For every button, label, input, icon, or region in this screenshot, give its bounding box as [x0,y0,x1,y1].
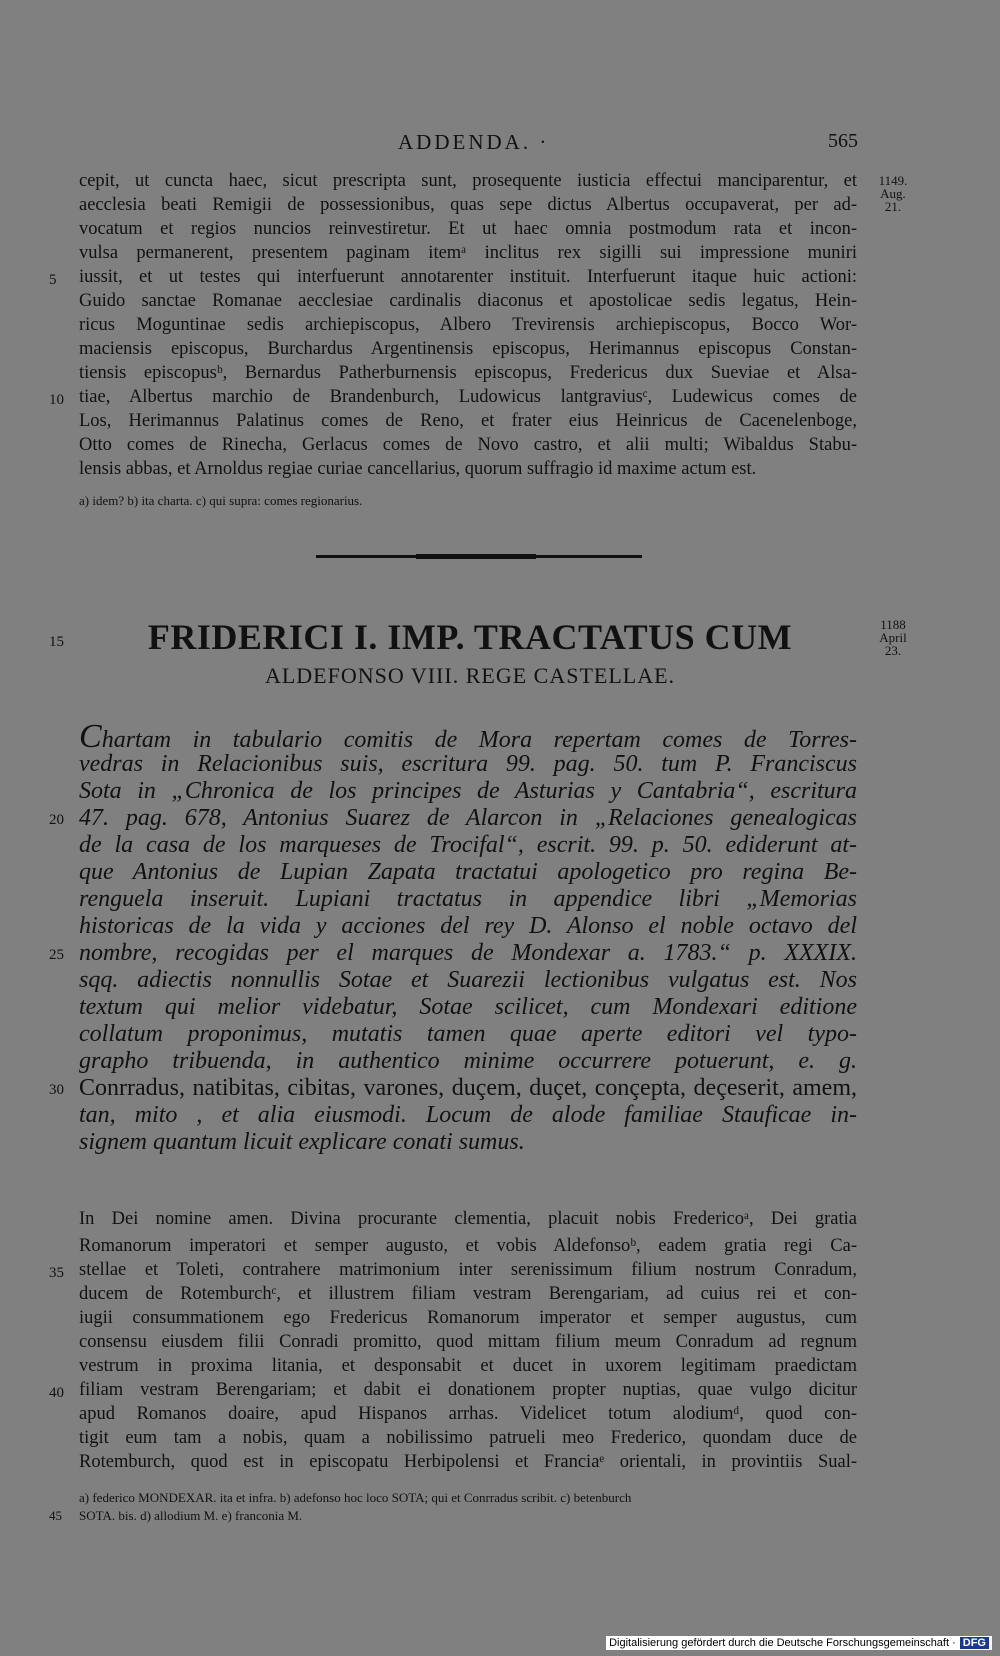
section-rule [316,555,642,558]
text-line: stellae et Toleti, contrahere matrimonium inter serenissimum filium nostrum Conradum, [79,1260,857,1280]
line-number: 35 [49,1265,64,1281]
text-line: maciensis episcopus, Burchardus Argentinensis episcopus, Herimannus episcopus Constan- [79,339,857,359]
margin-date: 1188 April 23. [879,617,907,658]
text-line: Guido sanctae Romanae aecclesiae cardinalis diaconus et apostolicae sedis legatus, Hein- [79,291,857,311]
text-line: ducem de Rotemburchᶜ, et illustrem filiam vestram Berengariam, ad cuius rei et con- [79,1284,857,1304]
footnotes-top: a) idem? b) ita charta. c) qui supra: comes regionarius. [79,493,363,508]
running-head [0,130,1000,156]
text-line: tigit eum tam a nobis, quam a nobilissimo patrueli meo Frederico, quondam duce de [79,1428,857,1448]
text-line: vulsa permanerent, presentem paginam itemᵃ inclitus rex sigilli sui impressione muniri [79,243,857,263]
text-line: grapho tribuenda, in authentico minime occurrere potuerunt, e. g. [79,1048,857,1074]
text-line: iussit, et ut testes qui interfuerunt annotarenter instituit. Interfuerunt itaque huic actioni: [79,267,857,287]
text-line: tan, mito , et alia eiusmodi. Locum de alode familiae Stauficae in- [79,1102,857,1128]
line-number: 25 [49,947,64,963]
footnote-line: SOTA. bis. d) allodium M. e) franconia M. [79,1508,303,1523]
text-line: Sota in „Chronica de los principes de Asturias y Cantabria“, escritura [79,778,857,804]
dfg-footer[interactable] [606,1636,992,1650]
text-line: de la casa de los marqueses de Trocifal“, escrit. 99. p. 50. ediderunt at- [79,832,857,858]
text-line: iugii consummationem ego Fredericus Romanorum imperator et semper augustus, cum [79,1308,857,1328]
line-number: 15 [49,634,64,650]
text-line: 47. pag. 678, Antonius Suarez de Alarcon in „Relaciones genealogicas [79,805,857,831]
text-line: apud Romanos doaire, apud Hispanos arrhas. Videlicet totum alodiumᵈ, quod con- [79,1404,857,1424]
text-line: ricus Moguntinae sedis archiepiscopus, Albero Trevirensis archiepiscopus, Bocco Wor- [79,315,857,335]
footnote-line: a) federico MONDEXAR. ita et infra. b) adefonso hoc loco SOTA; qui et Conrradus scribit. c) betenburch [79,1490,632,1505]
text-line: collatum proponimus, mutatis tamen quae aperte editori vel typo- [79,1021,857,1047]
line-number: 45 [49,1508,62,1523]
section-title: FRIDERICI I. IMP. TRACTATUS CUM [147,617,793,657]
initial-letter: C [79,718,102,755]
text-line: Otto comes de Rinecha, Gerlacus comes de Novo castro, et alii multi; Wibaldus Stabu- [79,435,857,455]
text-line: Romanorum imperatori et semper augusto, et vobis Aldefonsoᵇ, eadem gratia regi Ca- [79,1236,857,1256]
line-number: 5 [49,272,57,288]
text-line: historicas de la vida y acciones del rey D. Alonso el noble octavo del [79,913,857,939]
initial-letter: I [79,1209,86,1229]
line-number: 30 [49,1082,64,1098]
text-line: Rotemburch, quod est in episcopatu Herbipolensi et Franciaᵉ orientali, in provintiis Sual- [79,1452,857,1472]
text-line: Chartam in tabulario comitis de Mora repertam comes de Torres- [79,718,857,755]
text-line: tiensis episcopusᵇ, Bernardus Patherburnensis episcopus, Fredericus dux Sueviae et Alsa- [79,363,857,383]
text-line: aecclesia beati Remigii de possessionibus, quas sepe dictus Albertus occupaverat, per ad- [79,195,857,215]
text-line: vedras in Relacionibus suis, escritura 99. pag. 50. tum P. Franciscus [79,751,857,777]
text-line: filiam vestram Berengariam; et dabit ei donationem propter nuptias, quae vulgo dicitur [79,1380,857,1400]
text-line: consensu eiusdem filii Conradi promitto, quod mittam filium meum Conradum ad regnum [79,1332,857,1352]
footer-text: Digitalisierung gefördert durch die Deutsche Forschungsgemeinschaft · [609,1637,956,1649]
running-head-title: ADDENDA. · [398,130,550,154]
text-line: cepit, ut cuncta haec, sicut prescripta sunt, prosequente iusticia effectui manciparentur, et [79,171,857,191]
text-line: vocatum et regios nuncios reinvestiretur. Et ut haec omnia postmodum rata et incon- [79,219,857,239]
line-number: 20 [49,812,64,828]
text-line: textum qui melior videbatur, Sotae scilicet, cum Mondexari editione [79,994,857,1020]
line-number: 10 [49,392,64,408]
dfg-logo-icon: DFG [960,1637,989,1649]
text-line: vestrum in proxima litania, et desponsabit et ducet in uxorem legitimam praedictam [79,1356,857,1376]
text-line: renguela inseruit. Lupiani tractatus in appendice libri „Memorias [79,886,857,912]
section-subtitle: ALDEFONSO VIII. REGE CASTELLAE. [264,663,676,688]
text-line: nombre, recogidas per el marques de Mondexar a. 1783.“ p. XXXIX. [79,940,857,966]
line-number: 40 [49,1385,64,1401]
page-number: 565 [828,130,858,152]
margin-date: 1149. Aug. 21. [878,173,908,214]
text-line: tiae, Albertus marchio de Brandenburch, Ludowicus lantgraviusᶜ, Ludewicus comes de [79,387,857,407]
text-line: Los, Herimannus Palatinus comes de Reno, et frater eius Heinricus de Cacenelenboge, [79,411,857,431]
text-line: Conrradus, natibitas, cibitas, varones, duçem, duçet, conçepta, deçeserit, amem, [79,1075,857,1101]
text-line: lensis abbas, et Arnoldus regiae curiae cancellarius, quorum suffragio id maxime actum est. [79,459,757,479]
text-line: sqq. adiectis nonnullis Sotae et Suarezii lectionibus vulgatus est. Nos [79,967,857,993]
text-line: que Antonius de Lupian Zapata tractatui apologetico pro regina Be- [79,859,857,885]
text-line: signem quantum licuit explicare conati sumus. [79,1129,525,1155]
text-line: In Dei nomine amen. Divina procurante clementia, placuit nobis Fredericoᵃ, Dei gratia [79,1209,857,1229]
